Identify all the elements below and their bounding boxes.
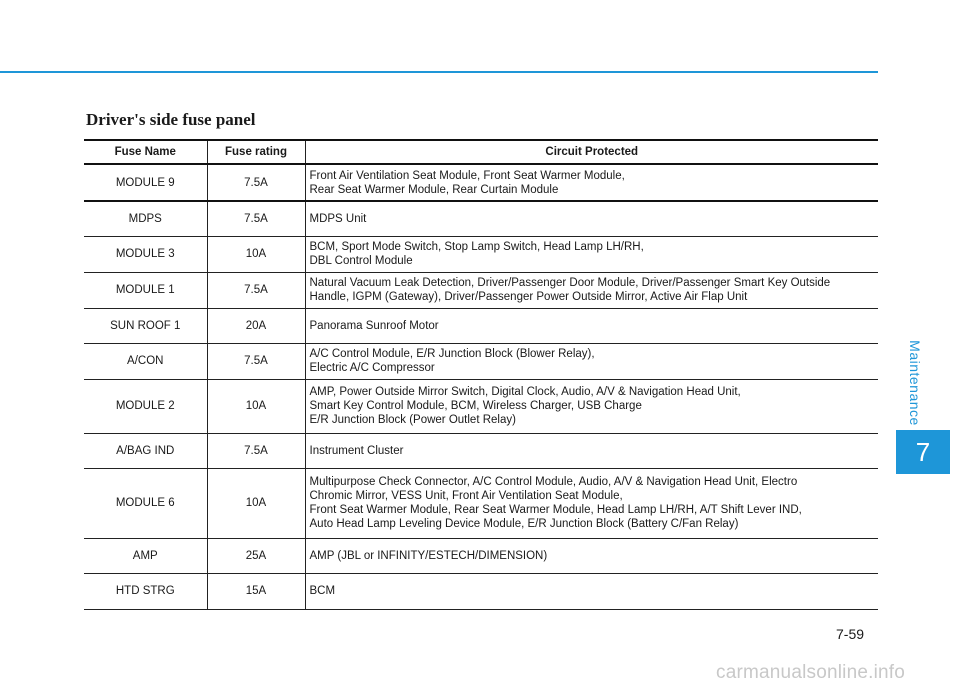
circuit-line: Smart Key Control Module, BCM, Wireless Charger, USB Charge [309, 400, 642, 412]
fuse-name-cell: SUN ROOF 1 [84, 308, 207, 343]
table-row [84, 343, 878, 379]
table-row [84, 201, 878, 236]
circuit-line: Multipurpose Check Connector, A/C Control Module, Audio, A/V & Navigation Head Unit, Electro [309, 476, 798, 488]
fuse-table [84, 139, 878, 610]
fuse-name-cell: MDPS [84, 201, 207, 236]
table-row [84, 272, 878, 308]
table-row [84, 379, 878, 433]
fuse-rating-cell: 15A [207, 573, 305, 609]
circuit-line: Electric A/C Compressor [309, 362, 435, 374]
circuit-protected-cell [305, 343, 878, 379]
table-header-row [84, 140, 878, 164]
circuit-protected-cell [305, 573, 878, 609]
page-number: 7-59 [836, 626, 865, 642]
header-fuse-name: Fuse Name [84, 140, 207, 164]
circuit-line: BCM, Sport Mode Switch, Stop Lamp Switch, Head Lamp LH/RH, [309, 241, 644, 253]
circuit-line: Panorama Sunroof Motor [309, 319, 439, 332]
table-row [84, 573, 878, 609]
fuse-rating-cell: 7.5A [207, 201, 305, 236]
circuit-line: AMP (JBL or INFINITY/ESTECH/DIMENSION) [309, 549, 548, 562]
fuse-name-cell: MODULE 6 [84, 468, 207, 538]
circuit-line: E/R Junction Block (Power Outlet Relay) [309, 414, 516, 426]
table-row [84, 433, 878, 468]
circuit-line: MDPS Unit [309, 212, 367, 225]
circuit-protected-cell [305, 236, 878, 272]
fuse-name-cell: A/BAG IND [84, 433, 207, 468]
chapter-badge: 7 [896, 430, 950, 474]
circuit-line: Front Seat Warmer Module, Rear Seat Warmer Module, Head Lamp LH/RH, A/T Shift Lever IND, [309, 504, 802, 516]
table-row [84, 236, 878, 272]
circuit-line: Handle, IGPM (Gateway), Driver/Passenger Power Outside Mirror, Active Air Flap Unit [309, 291, 748, 303]
fuse-name-cell: HTD STRG [84, 573, 207, 609]
circuit-line: Chromic Mirror, VESS Unit, Front Air Ventilation Seat Module, [309, 490, 623, 502]
circuit-line: Front Air Ventilation Seat Module, Front Seat Warmer Module, [309, 169, 625, 182]
circuit-protected-cell [305, 308, 878, 343]
section-title: Driver's side fuse panel [86, 110, 256, 129]
circuit-line: AMP, Power Outside Mirror Switch, Digital Clock, Audio, A/V & Navigation Head Unit, [309, 386, 741, 398]
fuse-name-cell: MODULE 2 [84, 379, 207, 433]
header-circuit-protected: Circuit Protected [305, 140, 878, 164]
circuit-protected-cell [305, 379, 878, 433]
fuse-rating-cell: 7.5A [207, 343, 305, 379]
header-fuse-rating: Fuse rating [207, 140, 305, 164]
circuit-line: A/C Control Module, E/R Junction Block (Blower Relay), [309, 348, 595, 360]
fuse-rating-cell: 10A [207, 468, 305, 538]
fuse-rating-cell: 20A [207, 308, 305, 343]
fuse-rating-cell: 10A [207, 236, 305, 272]
side-tab-label [895, 338, 935, 428]
circuit-protected-cell [305, 468, 878, 538]
top-rule [0, 71, 878, 73]
table-row [84, 538, 878, 573]
fuse-rating-cell: 25A [207, 538, 305, 573]
circuit-protected-cell [305, 164, 878, 201]
side-tab-text: Maintenance [907, 340, 924, 426]
fuse-rating-cell: 7.5A [207, 433, 305, 468]
fuse-rating-cell: 7.5A [207, 164, 305, 201]
circuit-line: Rear Seat Warmer Module, Rear Curtain Module [309, 183, 559, 196]
circuit-line: BCM [309, 585, 336, 597]
fuse-table-body [84, 164, 878, 609]
watermark: carmanualsonline.info [716, 662, 906, 683]
circuit-line: Natural Vacuum Leak Detection, Driver/Passenger Door Module, Driver/Passenger Smart Key Outside [309, 277, 831, 289]
table-row [84, 468, 878, 538]
table-row [84, 164, 878, 201]
circuit-line: DBL Control Module [309, 255, 413, 267]
circuit-line: Auto Head Lamp Leveling Device Module, E/R Junction Block (Battery C/Fan Relay) [309, 518, 739, 530]
circuit-protected-cell [305, 538, 878, 573]
circuit-protected-cell [305, 272, 878, 308]
table-row [84, 308, 878, 343]
circuit-line: Instrument Cluster [309, 444, 404, 457]
circuit-protected-cell [305, 433, 878, 468]
fuse-name-cell: MODULE 3 [84, 236, 207, 272]
fuse-name-cell: A/CON [84, 343, 207, 379]
fuse-rating-cell: 7.5A [207, 272, 305, 308]
fuse-rating-cell: 10A [207, 379, 305, 433]
fuse-name-cell: AMP [84, 538, 207, 573]
fuse-name-cell: MODULE 1 [84, 272, 207, 308]
fuse-name-cell: MODULE 9 [84, 164, 207, 201]
circuit-protected-cell [305, 201, 878, 236]
